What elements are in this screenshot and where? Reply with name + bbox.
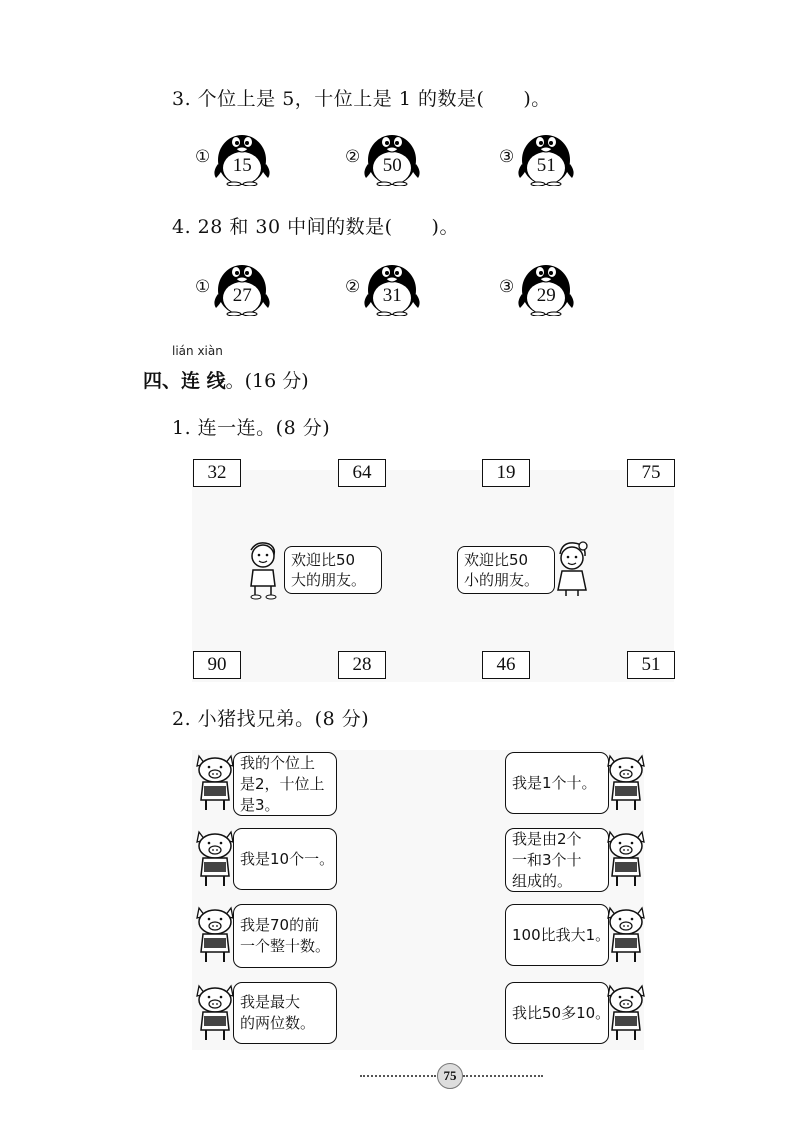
card-line: 一个整十数。 — [240, 937, 331, 955]
penguin-number: 51 — [536, 155, 556, 176]
card-line: 我是70的前 — [240, 916, 320, 934]
footer-divider-right — [463, 1075, 543, 1077]
number-box[interactable]: 46 — [482, 651, 530, 679]
q4-option-1[interactable] — [195, 258, 272, 316]
pig-card-left-3[interactable] — [233, 904, 337, 968]
q4-option-3[interactable] — [499, 258, 576, 316]
pig-card-left-1[interactable] — [233, 752, 337, 816]
card-line: 100比我大1。 — [512, 925, 611, 944]
q3-option-2[interactable] — [345, 128, 422, 186]
girl-icon — [552, 540, 592, 604]
card-line: 我是10个一。 — [240, 849, 335, 868]
pig-card-right-1[interactable] — [505, 752, 609, 814]
number-box[interactable]: 28 — [338, 651, 386, 679]
penguin-number: 31 — [382, 285, 402, 306]
question-3-text: 3. 个位上是 5，十位上是 1 的数是( )。 — [172, 88, 551, 110]
number-box[interactable]: 90 — [193, 651, 241, 679]
part-2-title: 2. 小猪找兄弟。(8 分) — [172, 708, 370, 730]
pig-icon — [604, 982, 648, 1048]
pig-card-right-4[interactable] — [505, 982, 609, 1044]
pig-icon — [604, 828, 648, 894]
card-line: 是3。 — [240, 795, 280, 814]
penguin-icon — [516, 128, 576, 186]
pig-card-right-3[interactable] — [505, 904, 609, 966]
option-marker: ③ — [499, 277, 515, 297]
left-speech-bubble[interactable] — [284, 546, 382, 594]
card-line: 我比50多10。 — [512, 1003, 611, 1022]
penguin-icon — [212, 258, 272, 316]
penguin-icon — [212, 128, 272, 186]
pig-card-left-2[interactable] — [233, 828, 337, 890]
card-line: 我的个位上 — [240, 753, 316, 772]
pig-icon — [193, 904, 237, 970]
right-speech-bubble[interactable] — [457, 546, 555, 594]
section-pinyin: lián xiàn — [172, 344, 223, 358]
pig-icon — [193, 828, 237, 894]
option-marker: ① — [195, 147, 211, 167]
bubble-line: 欢迎比50 — [291, 551, 356, 569]
option-marker: ① — [195, 277, 211, 297]
number-box[interactable]: 51 — [627, 651, 675, 679]
penguin-icon — [362, 128, 422, 186]
page-number: 75 — [437, 1063, 463, 1089]
pig-icon — [604, 752, 648, 818]
question-4-text: 4. 28 和 30 中间的数是( )。 — [172, 216, 459, 238]
bubble-line: 欢迎比50 — [464, 551, 529, 569]
number-box[interactable]: 75 — [627, 459, 675, 487]
card-line: 我是最大 — [240, 993, 301, 1011]
penguin-number: 15 — [232, 155, 252, 176]
pig-icon — [604, 904, 648, 970]
card-line: 是2，十位上 — [240, 774, 325, 793]
card-line: 我是1个十。 — [512, 773, 597, 792]
footer-divider-left — [360, 1075, 436, 1077]
option-marker: ③ — [499, 147, 515, 167]
pig-icon — [193, 752, 237, 818]
section-score: 。(16 分) — [225, 370, 309, 392]
card-line: 一和3个十 — [512, 850, 582, 869]
number-box[interactable]: 64 — [338, 459, 386, 487]
card-line: 我是由2个 — [512, 829, 582, 848]
section-heading — [143, 366, 309, 393]
bubble-line: 大的朋友。 — [291, 571, 367, 589]
number-box[interactable]: 32 — [193, 459, 241, 487]
bubble-line: 小的朋友。 — [464, 571, 540, 589]
q3-option-1[interactable] — [195, 128, 272, 186]
q3-option-3[interactable] — [499, 128, 576, 186]
card-line: 的两位数。 — [240, 1014, 316, 1032]
q4-option-2[interactable] — [345, 258, 422, 316]
part-1-title: 1. 连一连。(8 分) — [172, 417, 331, 439]
penguin-number: 29 — [536, 285, 556, 306]
penguin-number: 27 — [232, 285, 252, 306]
option-marker: ② — [345, 147, 361, 167]
section-title: 四、连 线 — [143, 370, 226, 392]
number-box[interactable]: 19 — [482, 459, 530, 487]
boy-icon — [243, 540, 283, 604]
pig-card-right-2[interactable] — [505, 828, 609, 892]
card-line: 组成的。 — [512, 871, 573, 890]
penguin-icon — [516, 258, 576, 316]
penguin-number: 50 — [382, 155, 402, 176]
option-marker: ② — [345, 277, 361, 297]
pig-icon — [193, 982, 237, 1048]
penguin-icon — [362, 258, 422, 316]
pig-card-left-4[interactable] — [233, 982, 337, 1044]
